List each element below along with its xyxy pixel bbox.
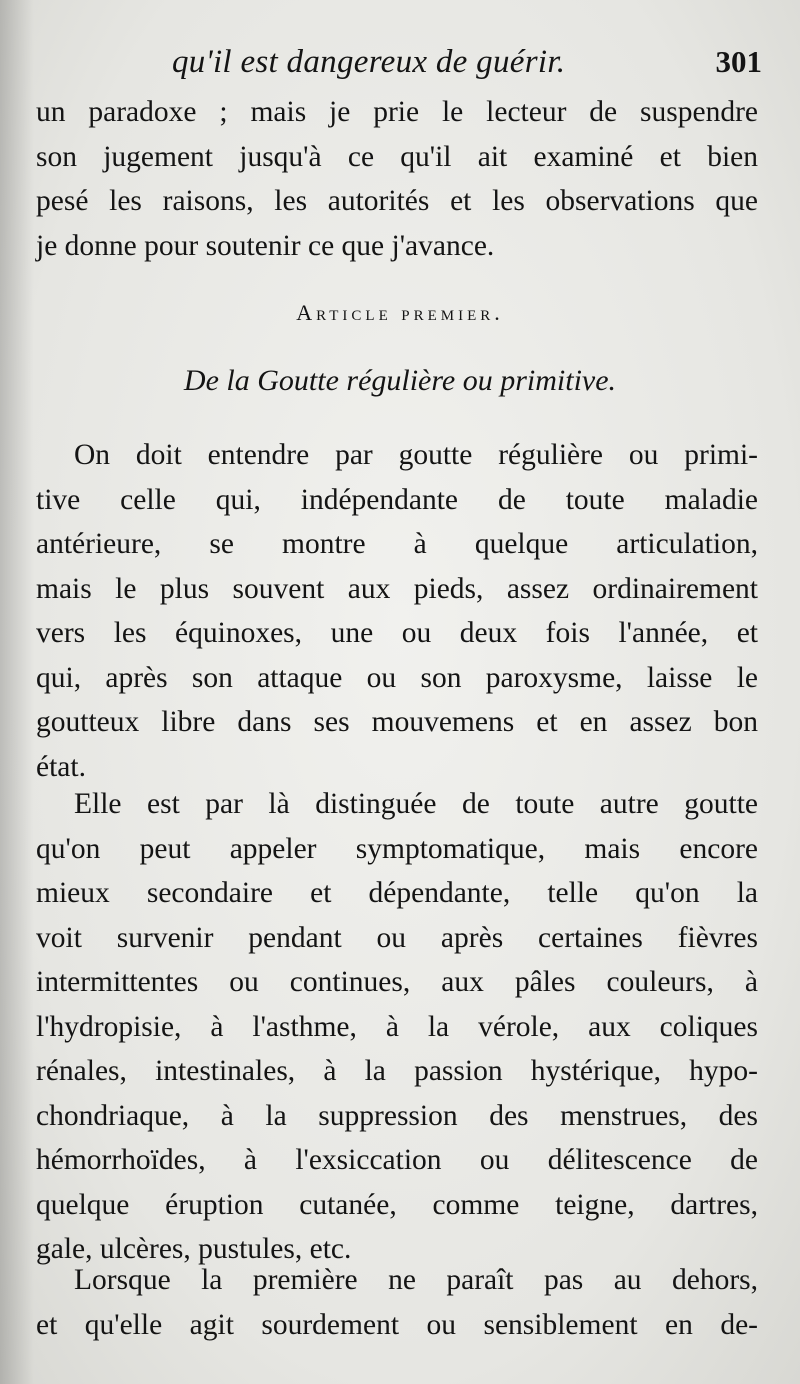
text-line: antérieure, se montre à quelque articulation, [36,528,758,560]
section-heading: De la Goutte régulière ou primitive. [183,364,617,397]
running-title: qu'il est dangereux de guérir. [172,44,566,80]
text-line: goutteux libre dans ses mouvemens et en assez bon [36,706,758,738]
paragraph-4 [36,1258,758,1347]
text-line: je donne pour soutenir ce que j'avance. [36,229,495,262]
text-line: rénales, intestinales, à la passion hystérique, hypo- [36,1055,758,1087]
text-line: mieux secondaire et dépendante, telle qu'on la [36,877,758,909]
text-line: voit survenir pendant ou après certaines fièvres [36,921,758,954]
text-line: qui, après son attaque ou son paroxysme, laisse le [36,661,758,694]
page-number: 301 [715,44,762,79]
page-header [0,40,800,84]
text-line: état. [36,750,86,783]
text-line: gale, ulcères, pustules, etc. [36,1233,352,1265]
paragraph-2 [36,433,758,789]
text-line: hémorrhoïdes, à l'exsiccation ou délitescence de [36,1144,758,1176]
article-heading: Article premier. [296,300,504,325]
paragraph-1 [36,90,758,268]
text-line: l'hydropisie, à l'asthme, à la vérole, aux coliques [36,1010,758,1043]
text-line: son jugement jusqu'à ce qu'il ait examiné et bien [36,140,758,173]
text-line: tive celle qui, indépendante de toute maladie [36,483,758,516]
text-line: quelque éruption cutanée, comme teigne, dartres, [36,1188,758,1221]
text-line: un paradoxe ; mais je prie le lecteur de suspendre [36,96,758,128]
text-line: qu'on peut appeler symptomatique, mais encore [36,832,758,865]
text-line: Elle est par là distinguée de toute autre goutte [74,788,758,820]
binding-shadow [0,0,34,1384]
text-line: intermittentes ou continues, aux pâles couleurs, à [36,966,758,998]
text-line: et qu'elle agit sourdement ou sensiblement en de- [36,1308,758,1341]
text-line: On doit entendre par goutte régulière ou primi- [74,439,758,471]
paragraph-3 [36,782,758,1272]
text-line: mais le plus souvent aux pieds, assez ordinairement [36,572,758,605]
text-line: chondriaque, à la suppression des menstrues, des [36,1099,758,1132]
text-line: vers les équinoxes, une ou deux fois l'année, et [36,617,758,649]
text-line: Lorsque la première ne paraît pas au dehors, [74,1264,758,1296]
text-line: pesé les raisons, les autorités et les observations que [36,185,758,217]
